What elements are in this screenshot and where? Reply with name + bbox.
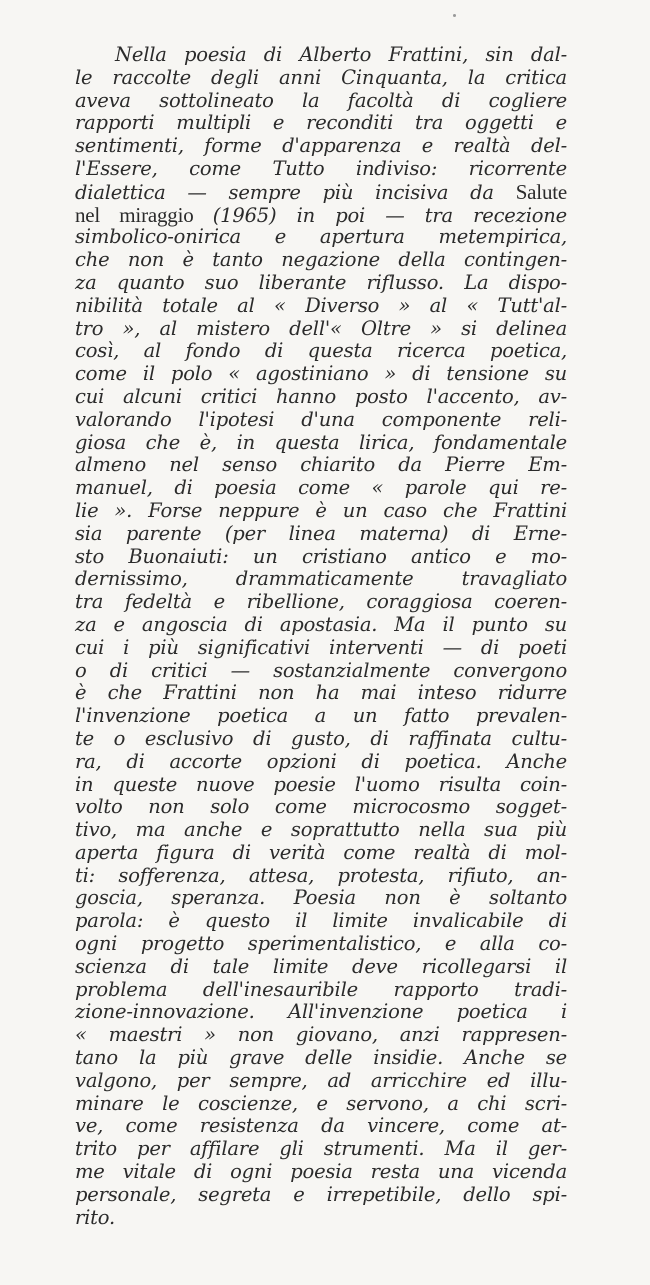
text-segment: è che Frattini non ha mai inteso ridurre (75, 681, 567, 705)
text-segment: simbolico-onirica e apertura metempirica, (75, 225, 567, 249)
text-line (75, 819, 567, 842)
title-segment: Salute (515, 179, 567, 204)
text-line (75, 842, 567, 865)
text-line (75, 318, 567, 341)
text-segment: tivo, ma anche e soprattutto nella sua più (75, 818, 567, 842)
text-line (75, 523, 567, 546)
text-line (75, 865, 567, 888)
text-line (75, 340, 567, 363)
text-segment: tano la più grave delle insidie. Anche se (75, 1046, 567, 1070)
text-line (75, 477, 567, 500)
text-segment: scienza di tale limite deve ricollegarsi il (75, 954, 567, 978)
text-segment: minare le coscienze, e servono, a chi scri- (75, 1091, 567, 1115)
text-segment: giosa che è, in questa lirica, fondamentale (75, 430, 567, 454)
text-line (75, 409, 567, 432)
text-line (75, 272, 567, 295)
text-line (75, 500, 567, 523)
text-segment: ve, come resistenza da vincere, come at- (75, 1114, 567, 1138)
text-line (75, 1047, 567, 1070)
text-line (75, 386, 567, 409)
text-line (75, 1207, 567, 1230)
text-line (75, 1024, 567, 1047)
text-segment: almeno nel senso chiarito da Pierre Em- (75, 453, 567, 477)
text-line (75, 226, 567, 249)
text-segment: o di critici — sostanzialmente convergono (75, 658, 567, 682)
text-line (75, 956, 567, 979)
text-segment: trito per affilare gli strumenti. Ma il ger- (75, 1137, 567, 1161)
text-segment: personale, segreta e irrepetibile, dello spi- (75, 1182, 567, 1206)
text-line (75, 614, 567, 637)
text-line (75, 660, 567, 683)
text-segment: rito. (75, 1205, 115, 1229)
text-segment: manuel, di poesia come « parole qui re- (75, 476, 567, 500)
text-line (75, 454, 567, 477)
text-line (75, 432, 567, 455)
text-segment: za e angoscia di apostasia. Ma il punto su (75, 612, 567, 636)
text-line (75, 887, 567, 910)
text-line (75, 796, 567, 819)
text-segment: valgono, per sempre, ad arricchire ed illu- (75, 1068, 567, 1092)
text-segment: tra fedeltà e ribellione, coraggiosa coeren- (75, 590, 567, 614)
text-segment: dernissimo, drammaticamente travagliato (75, 567, 567, 591)
text-segment: te o esclusivo di gusto, di raffinata cultu- (75, 726, 567, 750)
text-line (75, 546, 567, 569)
text-line (75, 90, 567, 113)
text-segment: cui alcuni critici hanno posto l'accento, av- (75, 384, 567, 408)
text-segment: lie ». Forse neppure è un caso che Frattini (75, 498, 567, 522)
text-segment: rapporti multipli e reconditi tra oggetti e (75, 111, 567, 135)
text-line (75, 910, 567, 933)
text-segment: aveva sottolineato la facoltà di cogliere (75, 88, 567, 112)
text-segment: così, al fondo di questa ricerca poetica, (75, 339, 567, 363)
text-segment: ogni progetto sperimentalistico, e alla co- (75, 932, 567, 956)
text-segment: aperta figura di verità come realtà di mol- (75, 840, 567, 864)
text-line (75, 44, 567, 67)
text-segment: valorando l'ipotesi d'una componente reli- (75, 407, 567, 431)
text-line (75, 774, 567, 797)
text-segment: ra, di accorte opzioni di poetica. Anche (75, 749, 567, 773)
text-segment: goscia, speranza. Poesia non è soltanto (75, 886, 567, 910)
text-line (75, 1138, 567, 1161)
text-segment: Nella poesia di Alberto Frattini, sin dal- (115, 43, 567, 66)
text-line (75, 933, 567, 956)
text-line (75, 181, 567, 204)
text-segment: come il polo « agostiniano » di tensione su (75, 362, 567, 386)
text-segment: me vitale di ogni poesia resta una vicenda (75, 1160, 567, 1184)
text-segment: ti: sofferenza, attesa, protesta, rifiuto, an- (75, 863, 567, 887)
text-segment: sto Buonaiuti: un cristiano antico e mo- (75, 544, 567, 568)
text-line (75, 591, 567, 614)
text-line (75, 112, 567, 135)
text-line (75, 1070, 567, 1093)
text-segment: che non è tanto negazione della contingen- (75, 248, 567, 272)
text-segment: l'invenzione poetica a un fatto prevalen- (75, 704, 567, 728)
text-line (75, 728, 567, 751)
text-line (75, 204, 567, 227)
text-line (75, 682, 567, 705)
text-line (75, 1093, 567, 1116)
text-line (75, 295, 567, 318)
text-line (75, 67, 567, 90)
text-segment: parola: è questo il limite invalicabile di (75, 909, 567, 933)
text-line (75, 1184, 567, 1207)
text-block (75, 44, 567, 1229)
text-segment: nibilità totale al « Diverso » al « Tutt'al- (75, 293, 567, 317)
text-line (75, 158, 567, 181)
text-segment: le raccolte degli anni Cinquanta, la critica (75, 65, 567, 89)
text-line (75, 1001, 567, 1024)
text-line (75, 135, 567, 158)
text-segment: l'Essere, come Tutto indiviso: ricorrente (75, 156, 567, 180)
text-segment: sia parente (per linea materna) di Erne- (75, 521, 567, 545)
text-line (75, 363, 567, 386)
text-segment: sentimenti, forme d'apparenza e realtà del- (75, 134, 567, 158)
text-segment: volto non solo come microcosmo sogget- (75, 795, 567, 819)
text-segment: in queste nuove poesie l'uomo risulta coin- (75, 772, 567, 796)
paper-speck (453, 14, 456, 17)
title-segment: nel miraggio (75, 202, 213, 227)
text-line (75, 705, 567, 728)
text-segment: (1965) in poi — tra recezione (212, 203, 567, 227)
text-segment: cui i più significativi interventi — di poeti (75, 635, 567, 659)
text-line (75, 568, 567, 591)
text-line (75, 1115, 567, 1138)
text-segment: problema dell'inesauribile rapporto tradi- (75, 977, 567, 1001)
text-segment: dialettica — sempre più incisiva da (75, 180, 516, 204)
text-segment: za quanto suo liberante riflusso. La dispo- (75, 270, 567, 294)
text-line (75, 1161, 567, 1184)
text-segment: « maestri » non giovano, anzi rappresen- (75, 1023, 567, 1047)
text-line (75, 979, 567, 1002)
text-segment: tro », al mistero dell'« Oltre » si delinea (75, 316, 567, 340)
text-segment: zione-innovazione. All'invenzione poetica i (75, 1000, 567, 1024)
text-line (75, 249, 567, 272)
text-line (75, 751, 567, 774)
text-line (75, 637, 567, 660)
